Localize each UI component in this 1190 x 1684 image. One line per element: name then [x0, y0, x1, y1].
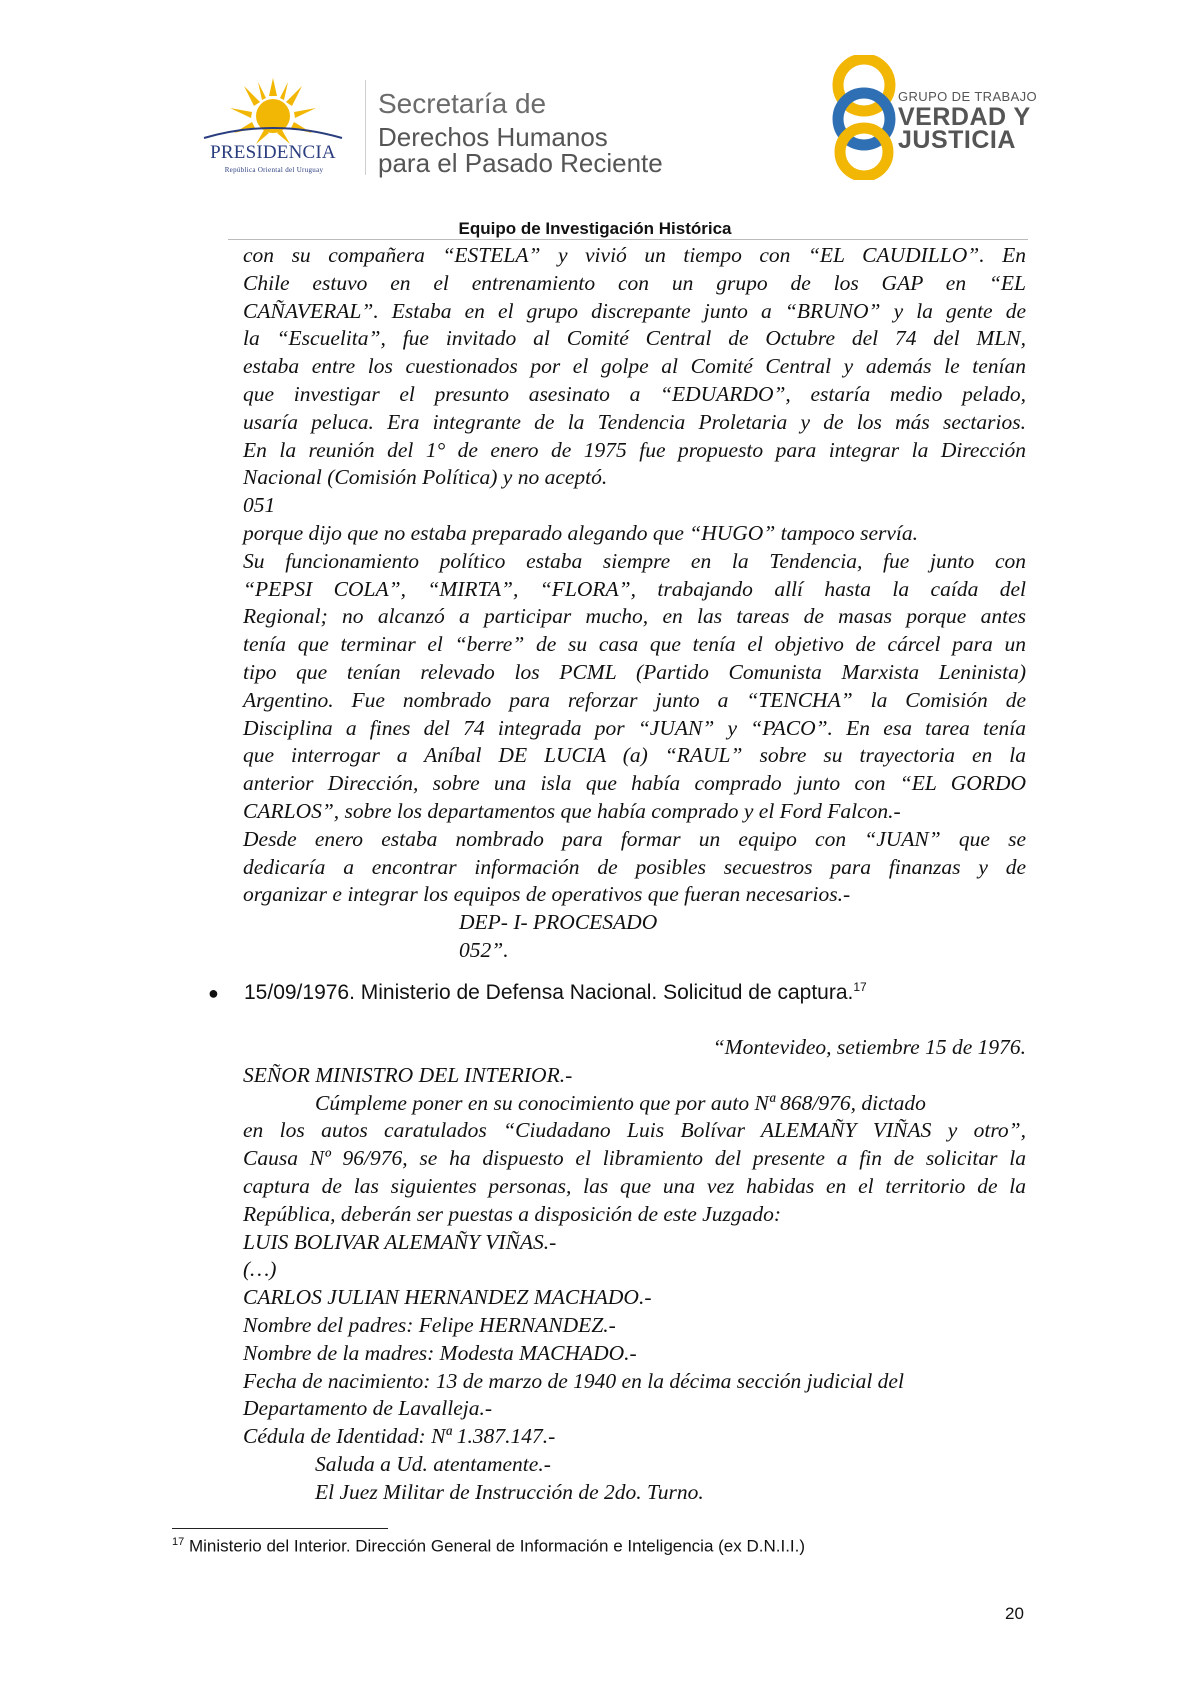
- header-rule: [228, 239, 1028, 240]
- secretaria-line-1: Secretaría de: [378, 88, 547, 119]
- grupo-line-3: JUSTICIA: [898, 126, 1016, 154]
- presidencia-subtitle: República Oriental del Uruguay: [224, 166, 324, 174]
- body-line: “PEPSI COLA”, “MIRTA”, “FLORA”, trabajando allí hasta la caída del: [243, 576, 1026, 601]
- body-line: DEP- I- PROCESADO: [459, 910, 658, 935]
- body-line: Regional; no alcanzó a participar mucho, en las tareas de masas porque antes: [243, 604, 1026, 629]
- letter-line: El Juez Militar de Instrucción de 2do. Turno.: [315, 1479, 704, 1504]
- letter-line: Nombre de la madres: Modesta MACHADO.-: [243, 1340, 637, 1365]
- letter-text: [243, 1034, 1026, 1507]
- secretaria-line-2: Derechos Humanos: [378, 122, 608, 152]
- body-line: que investigar el presunto asesinato a “EDUARDO”, estaría medio pelado,: [243, 381, 1026, 406]
- bullet-item: [208, 980, 1028, 1005]
- footnote-ref[interactable]: 17: [853, 980, 867, 994]
- grupo-line-2: VERDAD Y: [898, 103, 1031, 131]
- body-line: usaría peluca. Era integrante de la Tendencia Proletaria y de los más sectarios.: [243, 409, 1026, 434]
- letter-line: Nombre del padres: Felipe HERNANDEZ.-: [243, 1312, 616, 1337]
- secretaria-line-3: para el Pasado Reciente: [378, 148, 663, 178]
- letter-line: Cédula de Identidad: Nª 1.387.147.-: [243, 1424, 556, 1449]
- verdad-justicia-rings-logo: [823, 55, 905, 180]
- body-line: porque dijo que no estaba preparado alegando que “HUGO” tampoco servía.: [243, 520, 919, 545]
- letter-line: Cúmpleme poner en su conocimiento que por auto Nª 868/976, dictado: [315, 1090, 926, 1115]
- team-title: Equipo de Investigación Histórica: [458, 219, 732, 238]
- body-line: organizar e integrar los equipos de operativos que fueran necesarios.-: [243, 882, 851, 907]
- body-line: anterior Dirección, sobre una isla que había comprado junto con “EL GORDO: [243, 771, 1026, 796]
- body-line: CAÑAVERAL”. Estaba en el grupo discrepante junto a “BRUNO” y la gente de: [243, 298, 1026, 323]
- body-line: CARLOS”, sobre los departamentos que había comprado y el Ford Falcon.-: [243, 798, 901, 823]
- grupo-line-1: GRUPO DE TRABAJO: [898, 89, 1038, 104]
- body-line: Nacional (Comisión Política) y no aceptó.: [243, 465, 608, 490]
- letter-line: República, deberán ser puestas a disposición de este Juzgado:: [243, 1201, 782, 1226]
- body-line: Argentino. Fue nombrado para reforzar junto a “TENCHA” la Comisión de: [243, 687, 1026, 712]
- letter-line: captura de las siguientes personas, las que una vez habidas en el territorio de la: [243, 1173, 1026, 1198]
- body-line: estaba entre los cuestionados por el golpe al Comité Central y además le tenían: [243, 354, 1026, 379]
- body-line: tenía que terminar el “berre” de su casa que tenía el objetivo de cárcel para un: [243, 632, 1026, 657]
- page-number: 20: [1005, 1604, 1024, 1623]
- bullet-text: 15/09/1976. Ministerio de Defensa Nacional. Solicitud de captura.: [244, 981, 854, 1004]
- letter-line: “Montevideo, setiembre 15 de 1976.: [712, 1035, 1026, 1059]
- body-line: En la reunión del 1° de enero de 1975 fue propuesto para integrar la Dirección: [243, 437, 1026, 462]
- presidencia-name: PRESIDENCIA: [210, 142, 336, 163]
- body-line: la “Escuelita”, fue invitado al Comité Central de Octubre del 74 del MLN,: [243, 326, 1026, 351]
- body-line: con su compañera “ESTELA” y vivió un tiempo con “EL CAUDILLO”. En: [243, 243, 1026, 267]
- footnote-number: 17: [172, 1536, 185, 1548]
- letter-line: Fecha de nacimiento: 13 de marzo de 1940 en la décima sección judicial del: [243, 1368, 904, 1393]
- body-text: [243, 242, 1026, 965]
- footnote-text: Ministerio del Interior. Dirección General de Información e Inteligencia (ex D.N.I.I.): [188, 1536, 806, 1556]
- letter-line: CARLOS JULIAN HERNANDEZ MACHADO.-: [243, 1285, 652, 1310]
- letter-line: SEÑOR MINISTRO DEL INTERIOR.-: [243, 1062, 573, 1087]
- letter-line: LUIS BOLIVAR ALEMAÑY VIÑAS.-: [243, 1229, 557, 1254]
- letter-line: (…): [243, 1257, 277, 1282]
- letter-line: Causa Nº 96/976, se ha dispuesto el libramiento del presente a fin de solicitar la: [243, 1146, 1026, 1171]
- bullet-icon: ●: [208, 983, 219, 1003]
- page-marker: 051: [243, 493, 276, 518]
- letter-line: Departamento de Lavalleja.-: [243, 1396, 492, 1421]
- body-line: Disciplina a fines del 74 integrada por “JUAN” y “PACO”. En esa tarea tenía: [243, 715, 1026, 740]
- body-line: Chile estuvo en el entrenamiento con un grupo de los GAP en “EL: [243, 270, 1026, 295]
- body-line: dedicaría a encontrar información de posibles secuestros para finanzas y de: [243, 854, 1026, 879]
- body-line: Desde enero estaba nombrado para formar un equipo con “JUAN” que se: [243, 826, 1026, 851]
- body-line: tipo que tenían relevado los PCML (Partido Comunista Marxista Leninista): [243, 659, 1026, 684]
- footnote-rule: [172, 1528, 388, 1529]
- page-marker: 052”.: [459, 937, 509, 962]
- body-line: Su funcionamiento político estaba siempre en la Tendencia, fue junto con: [243, 548, 1026, 573]
- header-divider: [365, 80, 366, 175]
- letter-line: en los autos caratulados “Ciudadano Luis Bolívar ALEMAÑY VIÑAS y otro”,: [243, 1118, 1026, 1143]
- body-line: que interrogar a Aníbal DE LUCIA (a) “RAUL” sobre su trayectoria en la: [243, 743, 1026, 768]
- footnote: [172, 1536, 805, 1557]
- letter-line: Saluda a Ud. atentamente.-: [315, 1451, 551, 1476]
